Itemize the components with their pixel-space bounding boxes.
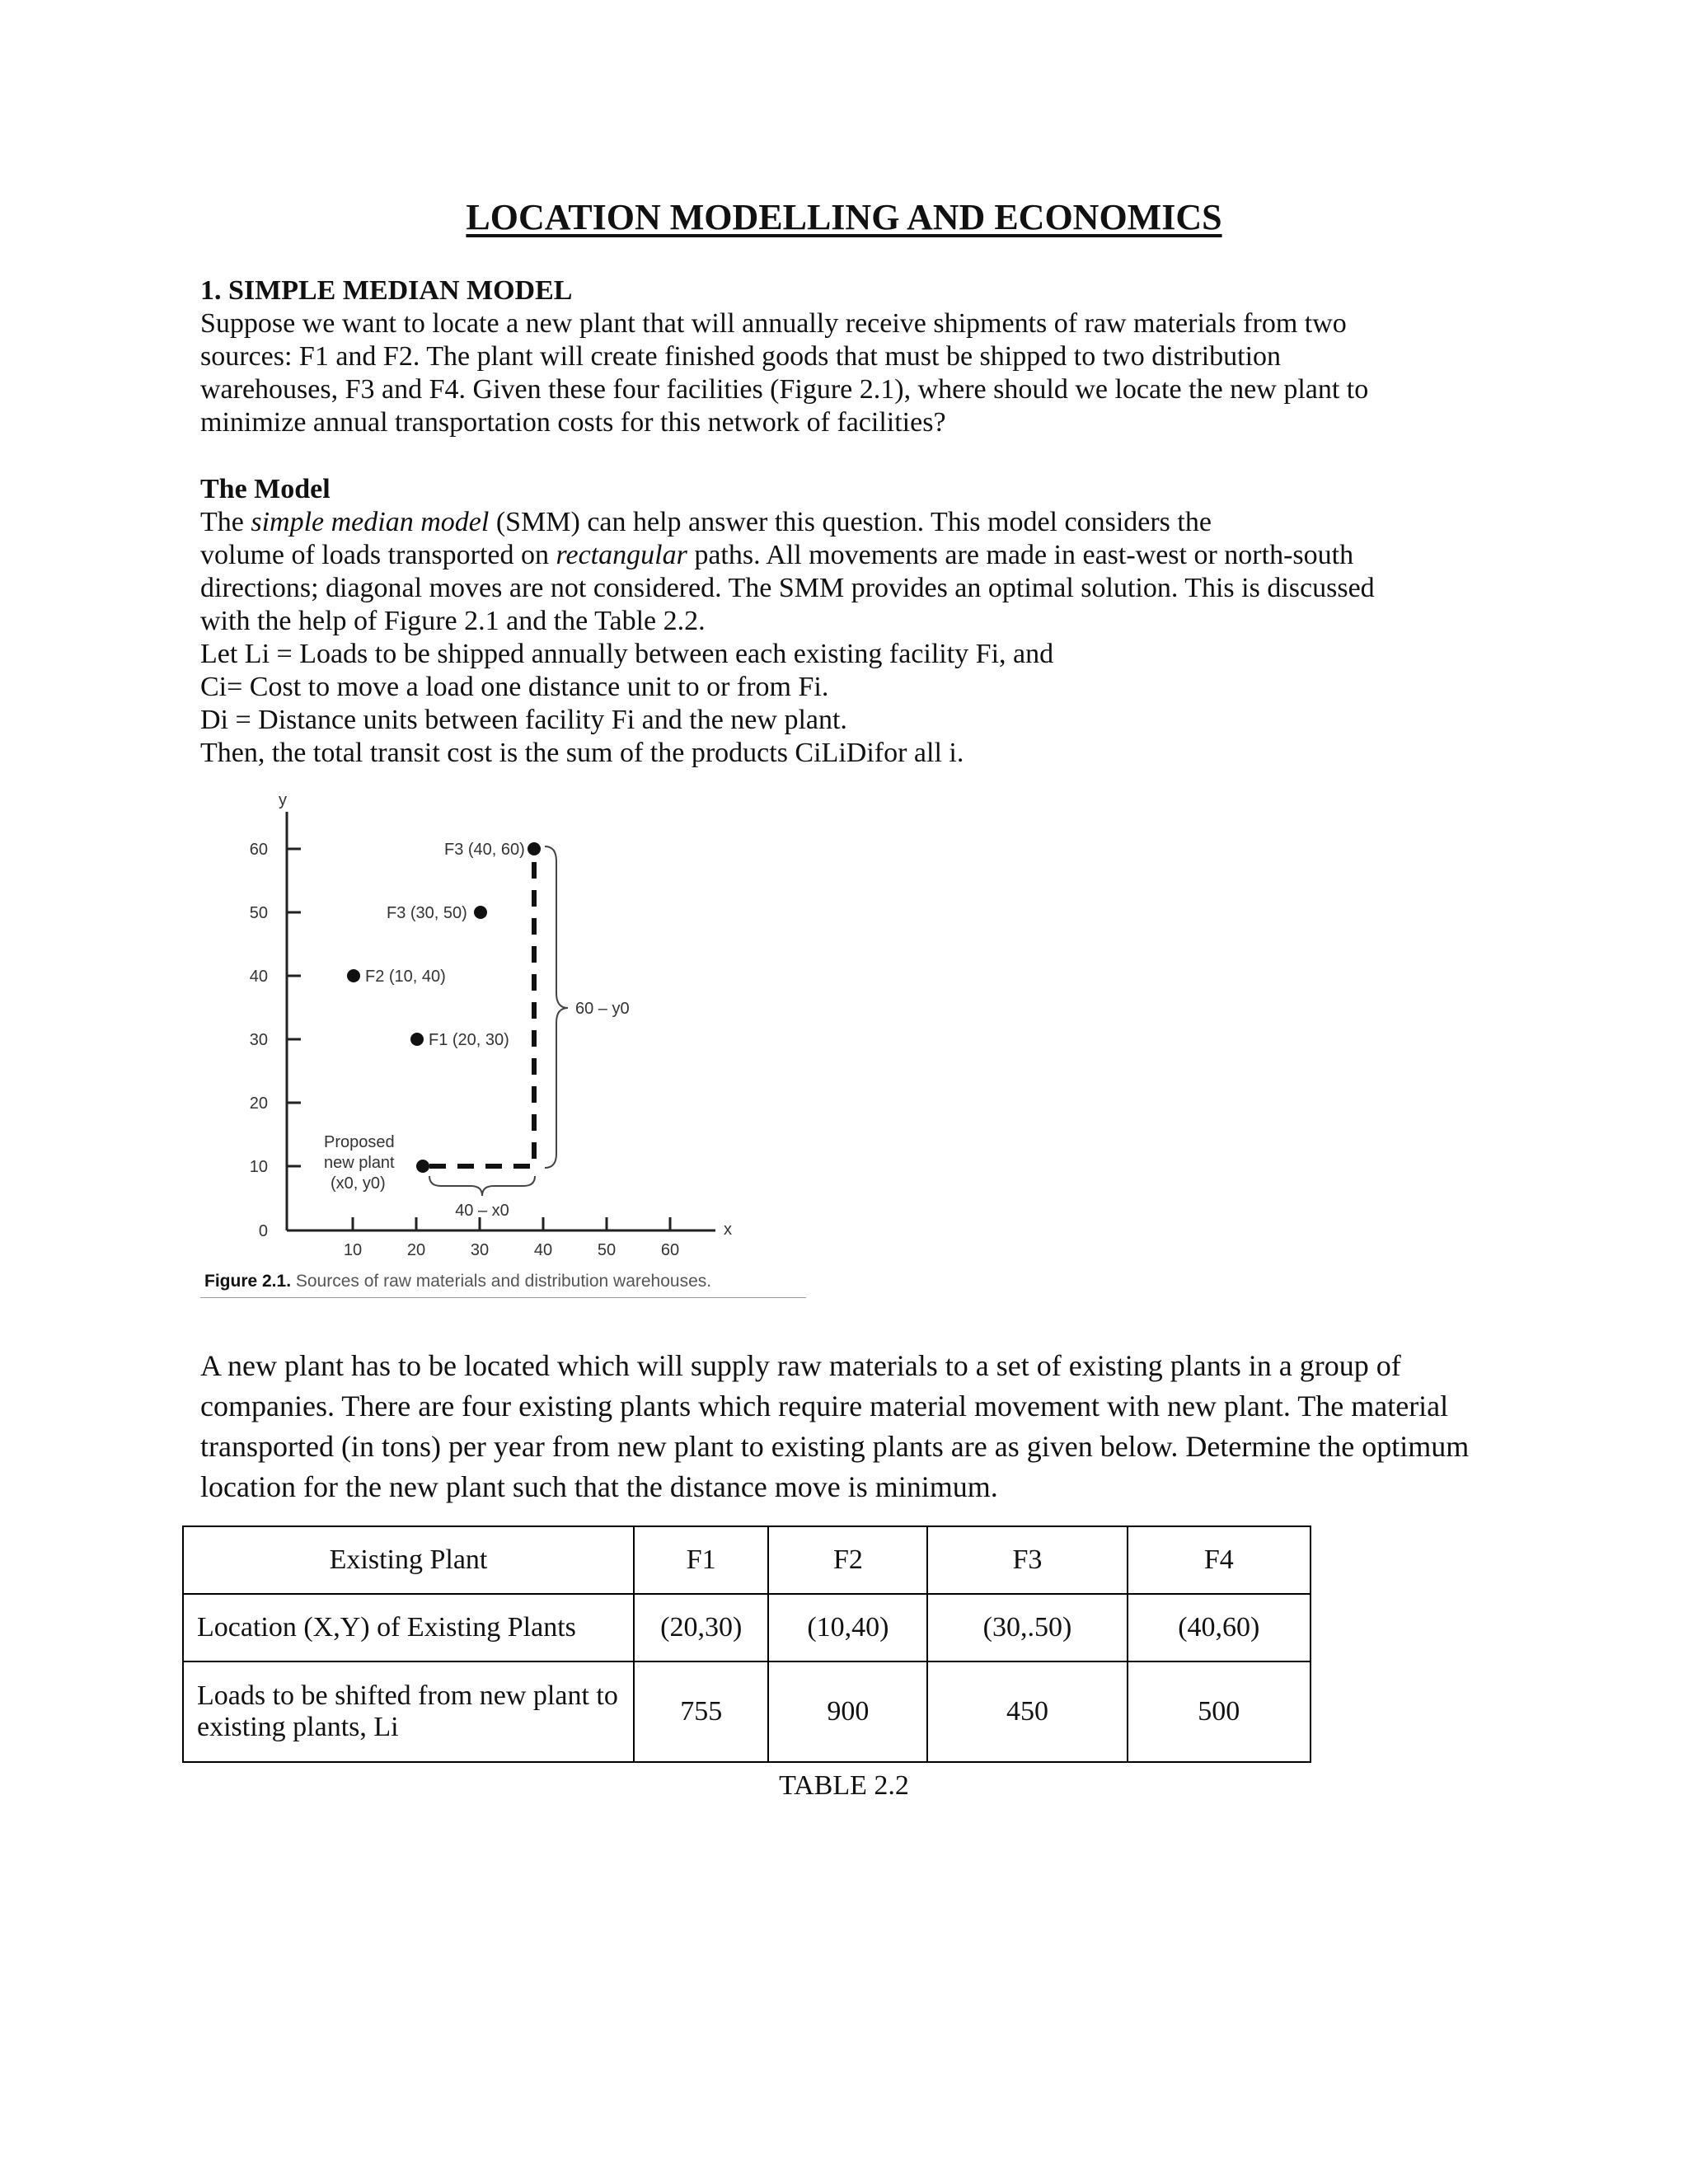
section1-line-1: Suppose we want to locate a new plant that will annually receive shipments of raw materials from two — [200, 308, 1347, 339]
model-heading: The Model — [200, 474, 331, 504]
table-cell: (40,60) — [1128, 1594, 1311, 1661]
x-axis-label: x — [724, 1221, 732, 1239]
vertical-brace — [545, 846, 568, 1168]
rectangular-path — [429, 849, 534, 1166]
point-label: F2 (10, 40) — [365, 968, 446, 986]
x-tick-label: 60 — [660, 1241, 680, 1259]
section-the-model — [200, 473, 1470, 770]
model-line-1: The simple median model (SMM) can help answer this question. This model considers the — [200, 507, 1212, 537]
point-label: F1 (20, 30) — [429, 1031, 509, 1049]
y-tick-label: 10 — [249, 1158, 268, 1176]
section1-line-3: warehouses, F3 and F4. Given these four facilities (Figure 2.1), where should we locate the new plant to — [200, 374, 1369, 405]
y-tick-label: 0 — [258, 1222, 268, 1240]
point-f1 — [410, 1033, 424, 1046]
section-heading: 1. SIMPLE MEDIAN MODEL — [200, 275, 573, 306]
point-label: F3 (30, 50) — [387, 904, 467, 922]
point-f2 — [347, 969, 360, 982]
table-cell: F1 — [634, 1526, 768, 1594]
model-line-5: Let Li = Loads to be shipped annually between each existing facility Fi, and — [200, 639, 1054, 669]
x-tick-label: 20 — [406, 1241, 426, 1259]
table-row — [183, 1594, 1311, 1661]
table-cell: (20,30) — [634, 1594, 768, 1661]
table-cell: Location (X,Y) of Existing Plants — [183, 1594, 634, 1661]
table-cell: (30,.50) — [927, 1594, 1127, 1661]
loads-table — [182, 1526, 1311, 1763]
model-line-6: Ci= Cost to move a load one distance unit to or from Fi. — [200, 672, 829, 702]
model-line-4: with the help of Figure 2.1 and the Table 2.2. — [200, 606, 706, 636]
brace-horizontal-label: 40 – x0 — [455, 1202, 509, 1220]
brace-vertical-label: 60 – y0 — [575, 1000, 630, 1018]
x-tick-label: 30 — [470, 1241, 490, 1259]
y-ticks — [250, 841, 301, 1240]
y-tick-label: 20 — [249, 1094, 268, 1113]
table-cell: F2 — [768, 1526, 927, 1594]
x-tick-label: 40 — [533, 1241, 553, 1259]
y-tick-label: 30 — [249, 1031, 268, 1049]
y-axis-label: y — [279, 791, 287, 809]
x-tick-label: 50 — [597, 1241, 617, 1259]
proposed-label-line-3: (x0, y0) — [331, 1174, 386, 1193]
table-caption: TABLE 2.2 — [779, 1770, 909, 1801]
page-title: LOCATION MODELLING AND ECONOMICS — [466, 197, 1222, 237]
table-cell: 755 — [634, 1661, 768, 1762]
proposed-label-line-2: new plant — [324, 1154, 395, 1172]
table-row — [183, 1661, 1311, 1762]
table-cell: 900 — [768, 1661, 927, 1762]
figure-2-1 — [200, 787, 827, 1298]
model-line-3: directions; diagonal moves are not considered. The SMM provides an optimal solution. This is discussed — [200, 573, 1375, 603]
table-cell: F3 — [927, 1526, 1127, 1594]
section-simple-median-model — [200, 274, 1470, 439]
point-f4 — [528, 842, 541, 855]
proposed-label-line-1: Proposed — [324, 1133, 395, 1151]
section1-line-2: sources: F1 and F2. The plant will create finished goods that must be shipped to two distribution — [200, 341, 1282, 372]
table-cell: (10,40) — [768, 1594, 927, 1661]
table-cell: F4 — [1128, 1526, 1311, 1594]
model-line-2: volume of loads transported on rectangular paths. All movements are made in east-west or north-south — [200, 540, 1354, 570]
figure-caption: Figure 2.1. Sources of raw materials and distribution warehouses. — [204, 1272, 712, 1291]
horizontal-brace — [429, 1176, 535, 1196]
y-tick-label: 40 — [249, 968, 268, 986]
point-label: F3 (40, 60) — [444, 841, 525, 859]
table-cell: Existing Plant — [183, 1526, 634, 1594]
y-tick-label: 60 — [249, 841, 268, 859]
section1-line-4: minimize annual transportation costs for this network of facilities? — [200, 407, 946, 438]
model-line-8: Then, the total transit cost is the sum of the products CiLiDifor all i. — [200, 738, 964, 768]
table-cell: 500 — [1128, 1661, 1311, 1762]
point-f3 — [474, 906, 487, 919]
table-cell: Loads to be shifted from new plant to existing plants, Li — [183, 1661, 634, 1762]
point-proposed-plant — [416, 1160, 429, 1173]
y-tick-label: 50 — [249, 904, 268, 922]
x-tick-label: 10 — [343, 1241, 363, 1259]
table-row — [183, 1526, 1311, 1594]
table-cell: 450 — [927, 1661, 1127, 1762]
problem-paragraph: A new plant has to be located which will supply raw materials to a set of existing plants in a group of companies. There are four existing plants which require material movement with new plant. The material transported (in tons) per year from new plant to existing plants are as given below. Determine the optimum location for the new plant such that the distance move is minimum. — [200, 1349, 1470, 1503]
model-line-7: Di = Distance units between facility Fi and the new plant. — [200, 705, 847, 735]
x-ticks — [344, 1217, 679, 1259]
facility-points — [324, 841, 541, 1193]
